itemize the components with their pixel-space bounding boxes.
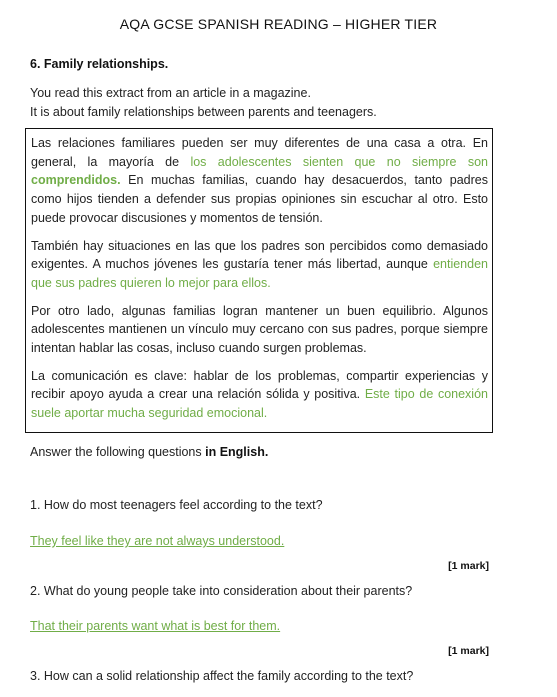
article-paragraph-3 xyxy=(31,302,488,358)
instruction-text: Answer the following questions xyxy=(30,445,206,459)
paragraph-1-highlight: los adolescentes sienten que no siempre son xyxy=(190,154,488,169)
article-paragraph-2 xyxy=(31,237,488,293)
article-paragraph-1 xyxy=(31,134,488,228)
paragraph-3-text-a: Por otro lado, algunas familias logran mantener un buen equilibrio. Algunos adolescentes mantienen un vínculo muy cercano con sus padres, porque siempre intentan hablar las cosas, incluso cuando surgen problemas. xyxy=(31,303,488,356)
paragraph-2-text-a: También hay situaciones en las que los padres son percibidos como demasiado exigentes. A muchos jóvenes les gustaría tener más libertad, aunque xyxy=(31,238,488,272)
paragraph-1-highlight-bold: comprendidos. xyxy=(31,173,121,188)
paragraph-4-text-a: La comunicación es clave: hablar de los problemas, compartir experiencias y recibir apoyo ayuda a crear una relación sólida y positiva. xyxy=(31,368,488,402)
paragraph-4-highlight: Este tipo de conexión suele aportar mucha seguridad emocional. xyxy=(31,387,488,421)
article-extract-box xyxy=(25,128,493,433)
mark-2: [1 mark] xyxy=(448,645,489,657)
question-3: 3. How can a solid relationship affect the family according to the text? xyxy=(30,669,414,683)
paragraph-2-highlight: entienden que sus padres quieren lo mejor para ellos. xyxy=(31,257,488,290)
answer-2[interactable]: That their parents want what is best for them. xyxy=(30,619,281,633)
paragraph-1-text-b: En muchas familias, cuando hay desacuerdos, tanto padres como hijos tienden a defender sus propias opiniones sin escuchar al otro. Esto puede provocar discusiones y momentos de tensión. xyxy=(31,173,488,225)
intro-text xyxy=(30,84,377,122)
answer-1[interactable]: They feel like they are not always understood. xyxy=(30,534,285,548)
article-paragraph-4 xyxy=(31,367,488,423)
intro-line-1: You read this extract from an article in a magazine. xyxy=(30,86,311,100)
question-2: 2. What do young people take into consideration about their parents? xyxy=(30,584,413,598)
instruction-bold: in English. xyxy=(205,445,269,459)
page-title: AQA GCSE SPANISH READING – HIGHER TIER xyxy=(119,16,438,32)
question-1: 1. How do most teenagers feel according to the text? xyxy=(30,498,323,512)
instruction-line xyxy=(30,445,268,459)
intro-line-2: It is about family relationships between parents and teenagers. xyxy=(30,105,377,119)
paragraph-1-text-a: Las relaciones familiares pueden ser muy diferentes de una casa a otra. En general, la mayoría de xyxy=(31,136,488,169)
mark-1: [1 mark] xyxy=(448,560,489,572)
question-heading: 6. Family relationships. xyxy=(30,57,169,71)
